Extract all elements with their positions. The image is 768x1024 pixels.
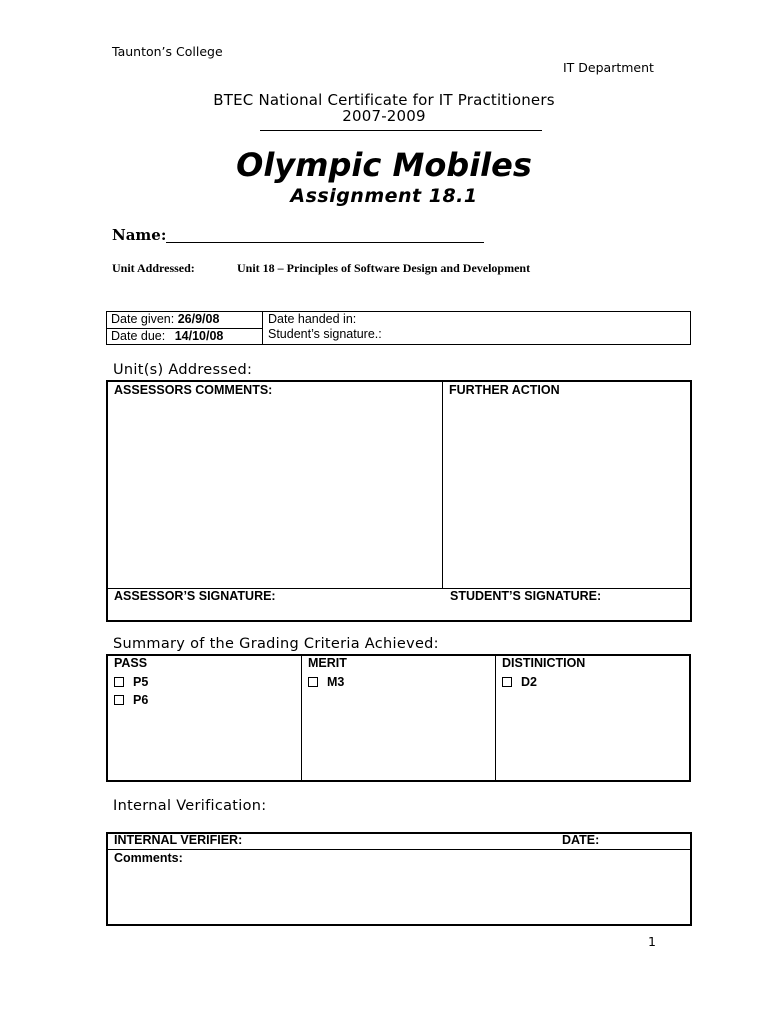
assessors-comments-header: ASSESSORS COMMENTS: (114, 383, 273, 397)
date-given-label: Date given: (111, 312, 175, 326)
grading-summary-heading: Summary of the Grading Criteria Achieved: (113, 636, 439, 652)
further-action-header: FURTHER ACTION (449, 383, 560, 397)
verification-comments-label: Comments: (114, 851, 183, 865)
unit-addressed-label: Unit Addressed: (112, 261, 195, 275)
name-field-line[interactable] (166, 242, 484, 243)
date-due-label: Date due: (111, 329, 166, 343)
course-title: BTEC National Certificate for IT Practitioners (213, 91, 555, 109)
dates-table (106, 311, 691, 345)
merit-header: MERIT (308, 656, 347, 670)
internal-verification-table (106, 832, 692, 926)
checkbox-icon[interactable] (308, 677, 318, 687)
units-addressed-heading: Unit(s) Addressed: (113, 362, 253, 378)
criterion-label: D2 (521, 675, 537, 689)
date-given (111, 312, 219, 326)
criterion-d2[interactable] (502, 675, 537, 689)
page-number: 1 (648, 934, 656, 949)
grading-divider-1 (301, 656, 302, 780)
course-years: 2007-2009 (342, 107, 426, 125)
assessor-signature-label: ASSESSOR’S SIGNATURE: (114, 589, 276, 603)
grading-divider-2 (495, 656, 496, 780)
date-due (111, 329, 223, 343)
criterion-p6[interactable] (114, 693, 148, 707)
unit-addressed-value: Unit 18 – Principles of Software Design and Development (237, 261, 531, 275)
date-due-value: 14/10/08 (174, 329, 224, 343)
verification-date-label: DATE: (562, 833, 600, 847)
name-label: Name: (112, 226, 167, 244)
checkbox-icon[interactable] (502, 677, 512, 687)
criterion-label: P5 (133, 675, 149, 689)
criterion-label: M3 (327, 675, 345, 689)
assessment-column-divider (442, 382, 443, 588)
assessment-table (106, 380, 692, 622)
criterion-m3[interactable] (308, 675, 344, 689)
checkbox-icon[interactable] (114, 695, 124, 705)
criterion-label: P6 (133, 693, 149, 707)
date-handed-in-label: Date handed in: (268, 312, 357, 326)
grading-table (106, 654, 691, 782)
internal-verifier-label: INTERNAL VERIFIER: (114, 833, 243, 847)
date-given-value: 26/9/08 (177, 312, 220, 326)
assignment-subtitle: Assignment 18.1 (290, 185, 478, 207)
student-signature-header: STUDENT’S SIGNATURE: (450, 589, 602, 603)
header-rule (260, 130, 542, 131)
college-name: Taunton’s College (112, 44, 223, 59)
checkbox-icon[interactable] (114, 677, 124, 687)
verifier-row-divider (108, 849, 690, 850)
document-title: Olympic Mobiles (236, 146, 532, 184)
student-signature-label: Student’s signature.: (268, 327, 382, 341)
pass-header: PASS (114, 656, 148, 670)
department-name: IT Department (563, 60, 654, 75)
criterion-p5[interactable] (114, 675, 148, 689)
distinction-header: DISTINICTION (502, 656, 586, 670)
internal-verification-heading: Internal Verification: (113, 798, 267, 814)
